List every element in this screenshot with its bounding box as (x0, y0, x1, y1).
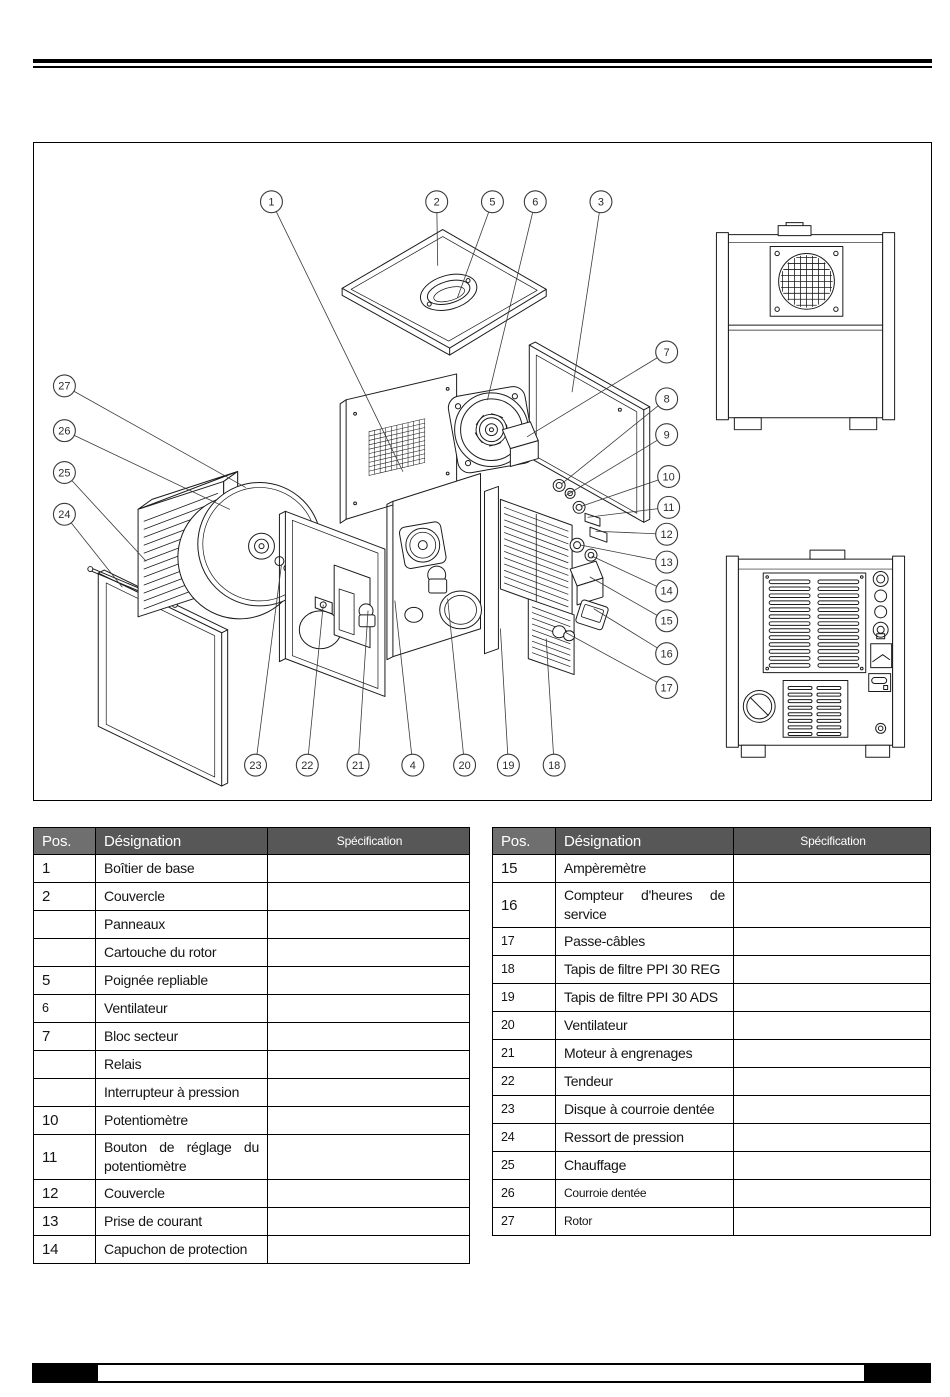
table-row (34, 1023, 470, 1051)
designation-cell: Tendeur (556, 1068, 734, 1096)
spec-cell (734, 1012, 931, 1040)
spec-cell (268, 1180, 470, 1208)
callout-12 (656, 523, 678, 545)
col-header-pos: Pos. (493, 828, 556, 855)
table-row (34, 1236, 470, 1264)
callout-number: 16 (660, 648, 673, 661)
spec-cell (734, 1040, 931, 1068)
spec-cell (734, 855, 931, 883)
designation-cell: Couvercle (96, 883, 268, 911)
pos-cell: 20 (493, 1012, 556, 1040)
callout-16 (656, 643, 678, 665)
exploded-diagram-frame (33, 142, 932, 801)
callout-2 (426, 191, 448, 213)
callout-number: 19 (502, 759, 515, 772)
table-row (34, 1051, 470, 1079)
callout-1 (261, 191, 283, 213)
table-row (34, 1180, 470, 1208)
table-row (493, 883, 931, 928)
callout-number: 1 (268, 196, 275, 209)
spec-cell (268, 1135, 470, 1180)
table-row (34, 1208, 470, 1236)
table-row (34, 1135, 470, 1180)
callout-number: 2 (433, 196, 440, 209)
top-cover-part (342, 230, 546, 355)
exploded-diagram (34, 143, 930, 799)
callout-number: 24 (58, 509, 71, 522)
callout-9 (656, 424, 678, 446)
designation-cell: Panneaux (96, 911, 268, 939)
designation-cell: Disque à courroie dentée (556, 1096, 734, 1124)
callout-number: 14 (660, 585, 673, 598)
callout-number: 11 (662, 502, 675, 515)
col-header-spec: Spécification (268, 828, 470, 855)
designation-cell: Ventilateur (556, 1012, 734, 1040)
pos-cell: 11 (34, 1135, 96, 1180)
callout-number: 10 (662, 471, 675, 484)
footer-strip (98, 1363, 864, 1383)
table-row (34, 883, 470, 911)
designation-cell: Cartouche du rotor (96, 939, 268, 967)
callout-4 (402, 754, 424, 776)
callout-21 (347, 754, 369, 776)
pos-cell: 17 (493, 928, 556, 956)
pos-cell: 14 (34, 1236, 96, 1264)
callout-number: 26 (58, 425, 71, 438)
pos-cell (34, 939, 96, 967)
callout-17 (656, 677, 678, 699)
callout-number: 15 (660, 615, 673, 628)
designation-cell: Ventilateur (96, 995, 268, 1023)
spec-cell (734, 1096, 931, 1124)
table-row (34, 1079, 470, 1107)
callout-11 (658, 496, 680, 518)
designation-cell: Rotor (556, 1208, 734, 1236)
assembled-rear-view (726, 550, 904, 757)
callout-27 (53, 375, 75, 397)
callout-number: 18 (548, 759, 561, 772)
table-row (493, 1040, 931, 1068)
table-header-row (493, 828, 931, 855)
designation-cell: Ressort de pression (556, 1124, 734, 1152)
callout-number: 20 (458, 759, 471, 772)
table-row (493, 1012, 931, 1040)
front-panel-part (279, 511, 385, 696)
col-header-pos: Pos. (34, 828, 96, 855)
col-header-designation: Désignation (556, 828, 734, 855)
designation-cell: Bouton de réglage du potentiomètre (96, 1135, 268, 1180)
callout-number: 27 (58, 380, 71, 393)
pos-cell: 6 (34, 995, 96, 1023)
rear-panel-part (529, 342, 649, 522)
callout-7 (656, 341, 678, 363)
callout-20 (454, 754, 476, 776)
pos-cell: 2 (34, 883, 96, 911)
table-row (493, 1208, 931, 1236)
table-row (34, 995, 470, 1023)
designation-cell: Relais (96, 1051, 268, 1079)
designation-cell: Chauffage (556, 1152, 734, 1180)
spec-cell (734, 1180, 931, 1208)
pos-cell: 12 (34, 1180, 96, 1208)
table-row (34, 1107, 470, 1135)
callout-24 (53, 503, 75, 525)
callout-number: 8 (663, 393, 670, 406)
footer-right-block (864, 1363, 931, 1383)
designation-cell: Tapis de filtre PPI 30 REG (556, 956, 734, 984)
callout-number: 4 (409, 759, 416, 772)
callout-23 (245, 754, 267, 776)
table-row (493, 1152, 931, 1180)
pos-cell: 1 (34, 855, 96, 883)
callout-19 (497, 754, 519, 776)
pos-cell (34, 1051, 96, 1079)
pos-cell: 23 (493, 1096, 556, 1124)
designation-cell: Bloc secteur (96, 1023, 268, 1051)
spec-cell (268, 995, 470, 1023)
callout-18 (543, 754, 565, 776)
pos-cell: 26 (493, 1180, 556, 1208)
designation-cell: Compteur d'heures de service (556, 883, 734, 928)
pos-cell: 7 (34, 1023, 96, 1051)
pos-cell: 24 (493, 1124, 556, 1152)
designation-cell: Boîtier de base (96, 855, 268, 883)
callout-5 (482, 191, 504, 213)
designation-cell: Ampèremètre (556, 855, 734, 883)
table-row (493, 1180, 931, 1208)
callout-13 (656, 551, 678, 573)
spec-cell (268, 1107, 470, 1135)
table-header-row (34, 828, 470, 855)
designation-cell: Potentiomètre (96, 1107, 268, 1135)
callout-6 (524, 191, 546, 213)
callout-3 (590, 191, 612, 213)
callout-number: 25 (58, 467, 71, 480)
footer-left-block (32, 1363, 98, 1383)
callout-14 (656, 580, 678, 602)
table-row (34, 911, 470, 939)
pos-cell: 13 (34, 1208, 96, 1236)
spec-cell (268, 855, 470, 883)
filter-part (484, 486, 574, 674)
table-row (34, 855, 470, 883)
spec-cell (268, 1079, 470, 1107)
spec-cell (268, 1023, 470, 1051)
designation-cell: Poignée repliable (96, 967, 268, 995)
designation-cell: Prise de courant (96, 1208, 268, 1236)
mid-housing-part (387, 473, 482, 659)
spec-cell (268, 911, 470, 939)
designation-cell: Moteur à engrenages (556, 1040, 734, 1068)
pos-cell: 18 (493, 956, 556, 984)
spec-cell (734, 883, 931, 928)
table-row (34, 939, 470, 967)
pos-cell (34, 911, 96, 939)
spec-cell (734, 1124, 931, 1152)
callout-number: 17 (660, 682, 673, 695)
spec-cell (268, 1208, 470, 1236)
assembled-front-view (716, 223, 894, 430)
pos-cell: 25 (493, 1152, 556, 1180)
callout-number: 22 (301, 759, 314, 772)
designation-cell: Interrupteur à pression (96, 1079, 268, 1107)
top-double-rule (33, 59, 932, 68)
pos-cell: 10 (34, 1107, 96, 1135)
col-header-designation: Désignation (96, 828, 268, 855)
spec-cell (268, 1051, 470, 1079)
callout-number: 21 (351, 759, 365, 772)
callout-15 (656, 610, 678, 632)
table-row (493, 984, 931, 1012)
pos-cell: 27 (493, 1208, 556, 1236)
parts-table-left (33, 827, 470, 1264)
spec-cell (734, 984, 931, 1012)
callout-number: 13 (660, 556, 673, 569)
pos-cell: 15 (493, 855, 556, 883)
table-row (493, 1096, 931, 1124)
table-row (493, 956, 931, 984)
callout-number: 3 (597, 196, 605, 209)
pos-cell: 16 (493, 883, 556, 928)
pos-cell (34, 1079, 96, 1107)
callout-8 (656, 388, 678, 410)
table-row (493, 1124, 931, 1152)
spec-cell (734, 928, 931, 956)
callout-number: 9 (663, 429, 670, 442)
designation-cell: Capuchon de protection (96, 1236, 268, 1264)
callout-number: 12 (660, 528, 673, 541)
spec-cell (268, 967, 470, 995)
table-row (493, 1068, 931, 1096)
callout-10 (658, 466, 680, 488)
spec-cell (268, 939, 470, 967)
designation-cell: Passe-câbles (556, 928, 734, 956)
callout-25 (53, 462, 75, 484)
callout-number: 7 (663, 346, 670, 359)
col-header-spec: Spécification (734, 828, 931, 855)
spec-cell (734, 1068, 931, 1096)
designation-cell: Courroie dentée (556, 1180, 734, 1208)
callout-22 (296, 754, 318, 776)
table-row (34, 967, 470, 995)
spec-cell (268, 883, 470, 911)
table-row (493, 855, 931, 883)
designation-cell: Couvercle (96, 1180, 268, 1208)
pos-cell: 19 (493, 984, 556, 1012)
pos-cell: 5 (34, 967, 96, 995)
spec-cell (734, 1152, 931, 1180)
spec-cell (734, 1208, 931, 1236)
pos-cell: 21 (493, 1040, 556, 1068)
callout-number: 23 (249, 759, 262, 772)
spec-cell (734, 956, 931, 984)
callout-number: 5 (489, 196, 496, 209)
pos-cell: 22 (493, 1068, 556, 1096)
designation-cell: Tapis de filtre PPI 30 ADS (556, 984, 734, 1012)
table-row (493, 928, 931, 956)
callout-26 (53, 420, 75, 442)
parts-table-right (492, 827, 931, 1236)
callout-number: 6 (532, 196, 539, 209)
spec-cell (268, 1236, 470, 1264)
